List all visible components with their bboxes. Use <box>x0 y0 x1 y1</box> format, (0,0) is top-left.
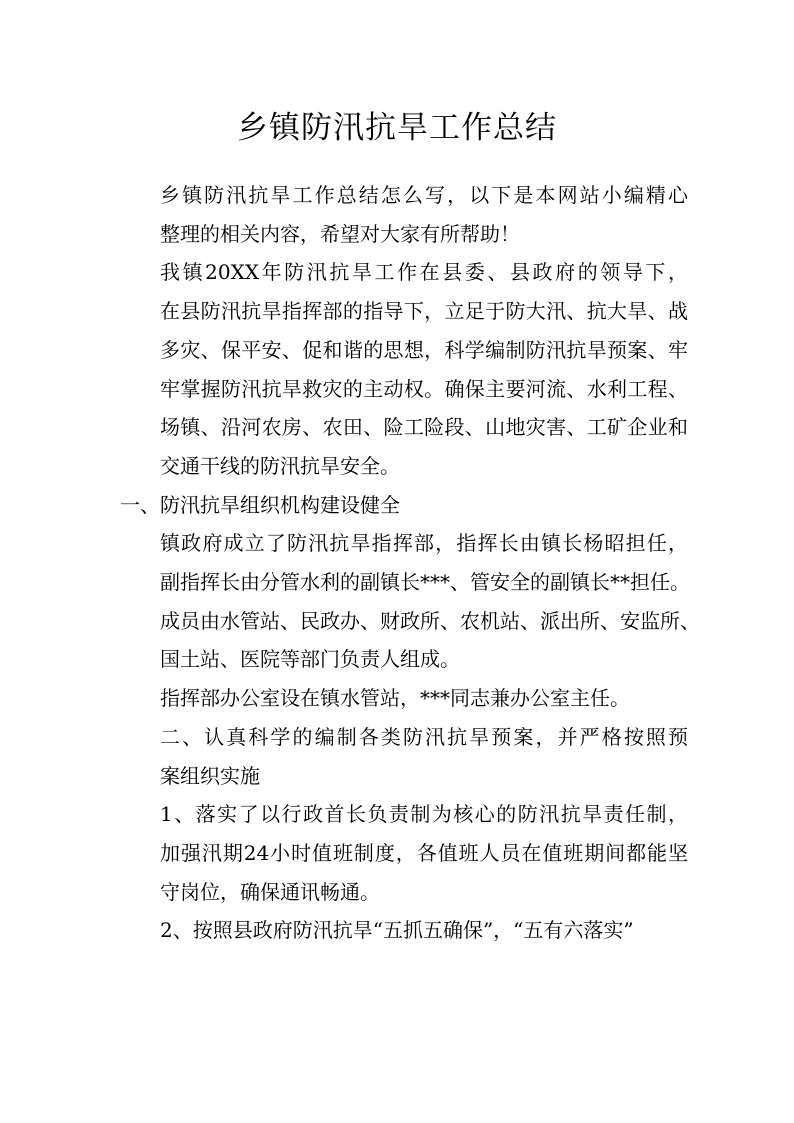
text-line: 场镇、沿河农房、农田、险工险段、山地灾害、工矿企业和 <box>160 415 688 440</box>
text-line: 副指挥长由分管水利的副镇长***、管安全的副镇长**担任。 <box>160 570 690 595</box>
document-body <box>120 176 700 950</box>
text-line: 成员由水管站、民政办、财政所、农机站、派出所、安监所、 <box>160 608 700 633</box>
section-heading <box>120 486 688 525</box>
text-line: 2、按照县政府防汛抗旱“五抓五确保”，“五有六落实” <box>160 918 634 943</box>
text-line: 在县防汛抗旱指挥部的指导下，立足于防大汛、抗大旱、战 <box>160 299 688 324</box>
paragraph <box>120 679 688 718</box>
text-line: 指挥部办公室设在镇水管站，***同志兼办公室主任。 <box>160 686 630 711</box>
text-line: 交通干线的防汛抗旱安全。 <box>160 453 400 478</box>
text-line: 整理的相关内容，希望对大家有所帮助！ <box>160 221 520 246</box>
text-line: 1、落实了以行政首长负责制为核心的防汛抗旱责任制， <box>160 802 688 827</box>
text-line: 国土站、医院等部门负责人组成。 <box>160 647 460 672</box>
text-line: 乡镇防汛抗旱工作总结怎么写，以下是本网站小编精心 <box>160 183 688 207</box>
paragraph <box>120 795 688 911</box>
paragraph <box>120 911 688 950</box>
text-line: 一、防汛抗旱组织机构建设健全 <box>120 492 400 517</box>
paragraph <box>120 718 688 795</box>
text-line: 镇政府成立了防汛抗旱指挥部，指挥长由镇长杨昭担任， <box>160 531 688 556</box>
paragraph <box>120 524 700 679</box>
text-line: 案组织实施 <box>160 763 260 788</box>
text-line: 守岗位，确保通讯畅通。 <box>160 879 380 904</box>
text-line: 多灾、保平安、促和谐的思想，科学编制防汛抗旱预案、牢 <box>160 337 688 362</box>
text-line: 牢掌握防汛抗旱救灾的主动权。确保主要河流、水利工程、 <box>160 376 688 401</box>
text-line: 我镇20XX年防汛抗旱工作在县委、县政府的领导下， <box>160 260 688 285</box>
text-line: 二、认真科学的编制各类防汛抗旱预案，并严格按照预 <box>160 724 688 749</box>
paragraph <box>120 176 688 253</box>
document-title: 乡镇防汛抗旱工作总结 <box>237 110 557 146</box>
text-line: 加强汛期24小时值班制度，各值班人员在值班期间都能坚 <box>160 840 688 865</box>
paragraph <box>120 253 688 485</box>
